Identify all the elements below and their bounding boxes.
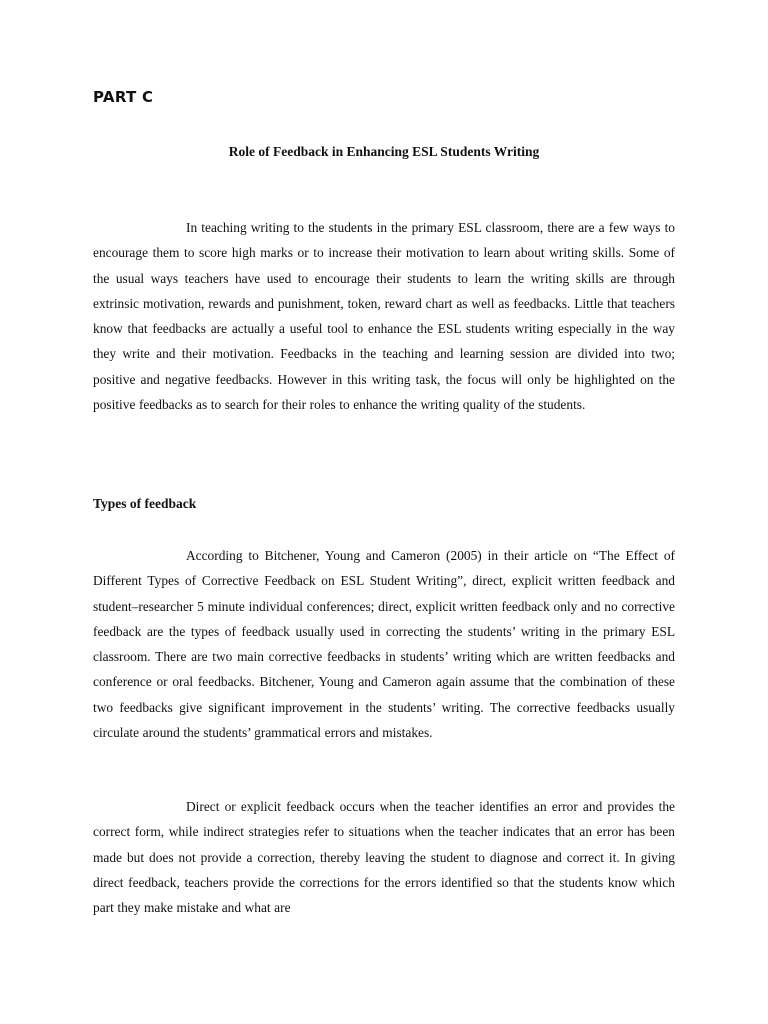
section-paragraph-1: According to Bitchener, Young and Cameron (2005) in their article on “The Effect of Different Types of Corrective Feedback on ESL Student Writing”, direct, explicit written feedback and student–researcher 5 minute individual conferences; direct, explicit written feedback only and no corrective feedback are the types of feedback usually used in correcting the students’ writing in the primary ESL classroom. There are two main corrective feedbacks in students’ writing which are written feedbacks and conference or oral feedbacks. Bitchener, Young and Cameron again assume that the combination of these two feedbacks give significant improvement in the students’ writing. The corrective feedbacks usually circulate around the students’ grammatical errors and mistakes. bbox=[93, 548, 675, 741]
intro-paragraph: In teaching writing to the students in the primary ESL classroom, there are a few ways to encourage them to score high marks or to increase their motivation to learn about writing skills. Some of the usual ways teachers have used to encourage their students to learn the writing skills are through extrinsic motivation, rewards and punishment, token, reward chart as well as feedbacks. Little that teachers know that feedbacks are actually a useful tool to enhance the ESL students writing especially in the way they write and their motivation. Feedbacks in the teaching and learning session are divided into two; positive and negative feedbacks. However in this writing task, the focus will only be highlighted on the positive feedbacks as to search for their roles to enhance the writing quality of the students. bbox=[93, 220, 675, 413]
section-heading: Types of feedback bbox=[93, 496, 197, 511]
document-title: Role of Feedback in Enhancing ESL Students Writing bbox=[228, 144, 540, 159]
section-paragraph-2: Direct or explicit feedback occurs when the teacher identifies an error and provides the correct form, while indirect strategies refer to situations when the teacher indicates that an error has been made but does not provide a correction, thereby leaving the student to diagnose and correct it. In giving direct feedback, teachers provide the corrections for the errors identified so that the students know which part they make mistake and what are bbox=[93, 799, 675, 916]
part-label: PART C bbox=[93, 88, 154, 106]
